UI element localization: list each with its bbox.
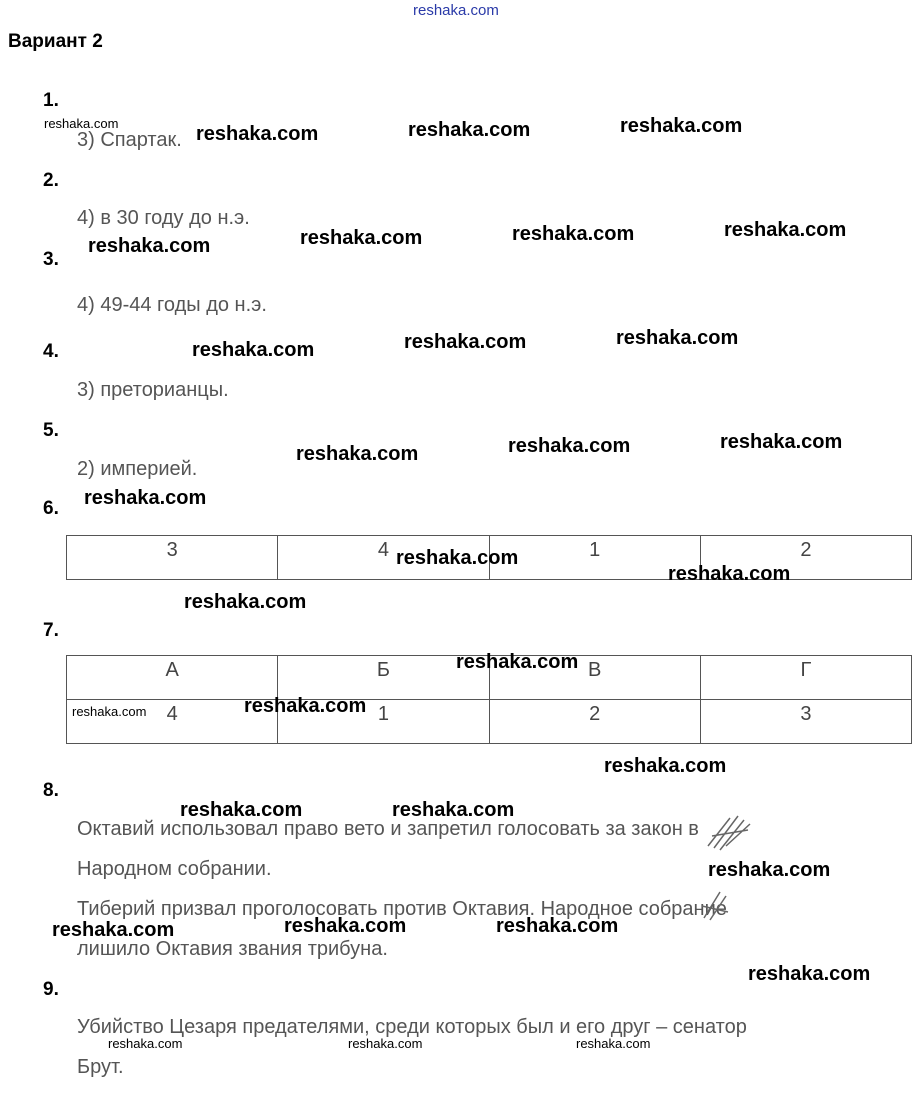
- watermark: reshaka.com: [512, 223, 635, 245]
- watermark-small: reshaka.com: [108, 1036, 183, 1051]
- scribble-mark: [700, 806, 760, 856]
- watermark: reshaka.com: [748, 963, 871, 985]
- question-number-6: 6.: [43, 498, 59, 519]
- table-cell: 4: [67, 700, 278, 744]
- answer-4: 3) преторианцы.: [77, 379, 229, 401]
- question-number-1: 1.: [43, 90, 59, 111]
- table-header-cell: Г: [700, 656, 911, 700]
- answer-3: 4) 49-44 годы до н.э.: [77, 294, 267, 316]
- answer-9-line-2: Брут.: [77, 1056, 124, 1078]
- question-number-7: 7.: [43, 620, 59, 641]
- watermark: reshaka.com: [404, 331, 527, 353]
- question-number-3: 3.: [43, 249, 59, 270]
- table-cell: 3: [67, 536, 278, 580]
- watermark: reshaka.com: [408, 119, 531, 141]
- table-cell: 4: [278, 536, 489, 580]
- watermark-small: reshaka.com: [44, 116, 119, 131]
- question-number-4: 4.: [43, 341, 59, 362]
- watermark: reshaka.com: [296, 443, 419, 465]
- answer-1: 3) Спартак.: [77, 129, 182, 151]
- watermark: reshaka.com: [456, 651, 579, 673]
- question-number-8: 8.: [43, 780, 59, 801]
- watermark: reshaka.com: [392, 799, 515, 821]
- answer-8-line-2: Народном собрании.: [77, 858, 272, 880]
- answer-2: 4) в 30 году до н.э.: [77, 207, 250, 229]
- watermark: reshaka.com: [620, 115, 743, 137]
- watermark: reshaka.com: [84, 487, 207, 509]
- watermark-small: reshaka.com: [576, 1036, 651, 1051]
- table-cell: 1: [278, 700, 489, 744]
- watermark: reshaka.com: [720, 431, 843, 453]
- watermark: reshaka.com: [724, 219, 847, 241]
- answer-8-line-4: лишило Октавия звания трибуна.: [77, 938, 388, 960]
- watermark: reshaka.com: [604, 755, 727, 777]
- watermark: reshaka.com: [196, 123, 319, 145]
- answer-5: 2) империей.: [77, 458, 198, 480]
- watermark: reshaka.com: [284, 915, 407, 937]
- watermark: reshaka.com: [508, 435, 631, 457]
- table-cell: 3: [700, 700, 911, 744]
- watermark: reshaka.com: [52, 919, 175, 941]
- watermark: reshaka.com: [184, 591, 307, 613]
- watermark: reshaka.com: [708, 859, 831, 881]
- watermark-small: reshaka.com: [72, 704, 147, 719]
- watermark: reshaka.com: [396, 547, 519, 569]
- watermark: reshaka.com: [616, 327, 739, 349]
- table-cell: 1: [489, 536, 700, 580]
- table-cell: 2: [489, 700, 700, 744]
- question-number-5: 5.: [43, 420, 59, 441]
- watermark: reshaka.com: [192, 339, 315, 361]
- table-header-cell: В: [489, 656, 700, 700]
- answer-8-line-3: Тиберий призвал проголосовать против Октавия. Народное собрание: [77, 898, 727, 920]
- table-header-cell: А: [67, 656, 278, 700]
- watermark: reshaka.com: [88, 235, 211, 257]
- watermark: reshaka.com: [244, 695, 367, 717]
- scribble-mark: [698, 884, 738, 924]
- question-number-9: 9.: [43, 979, 59, 1000]
- site-link[interactable]: reshaka.com: [413, 2, 499, 19]
- page-title: Вариант 2: [8, 31, 103, 52]
- answer-9-line-1: Убийство Цезаря предателями, среди которых был и его друг – сенатор: [77, 1016, 747, 1038]
- answer-8-line-1: Октавий использовал право вето и запретил голосовать за закон в: [77, 818, 699, 840]
- watermark: reshaka.com: [668, 563, 791, 585]
- table-row: [67, 700, 912, 744]
- question-number-2: 2.: [43, 170, 59, 191]
- table-header-cell: Б: [278, 656, 489, 700]
- watermark: reshaka.com: [300, 227, 423, 249]
- watermark-small: reshaka.com: [348, 1036, 423, 1051]
- watermark: reshaka.com: [180, 799, 303, 821]
- watermark: reshaka.com: [496, 915, 619, 937]
- table-cell: 2: [700, 536, 911, 580]
